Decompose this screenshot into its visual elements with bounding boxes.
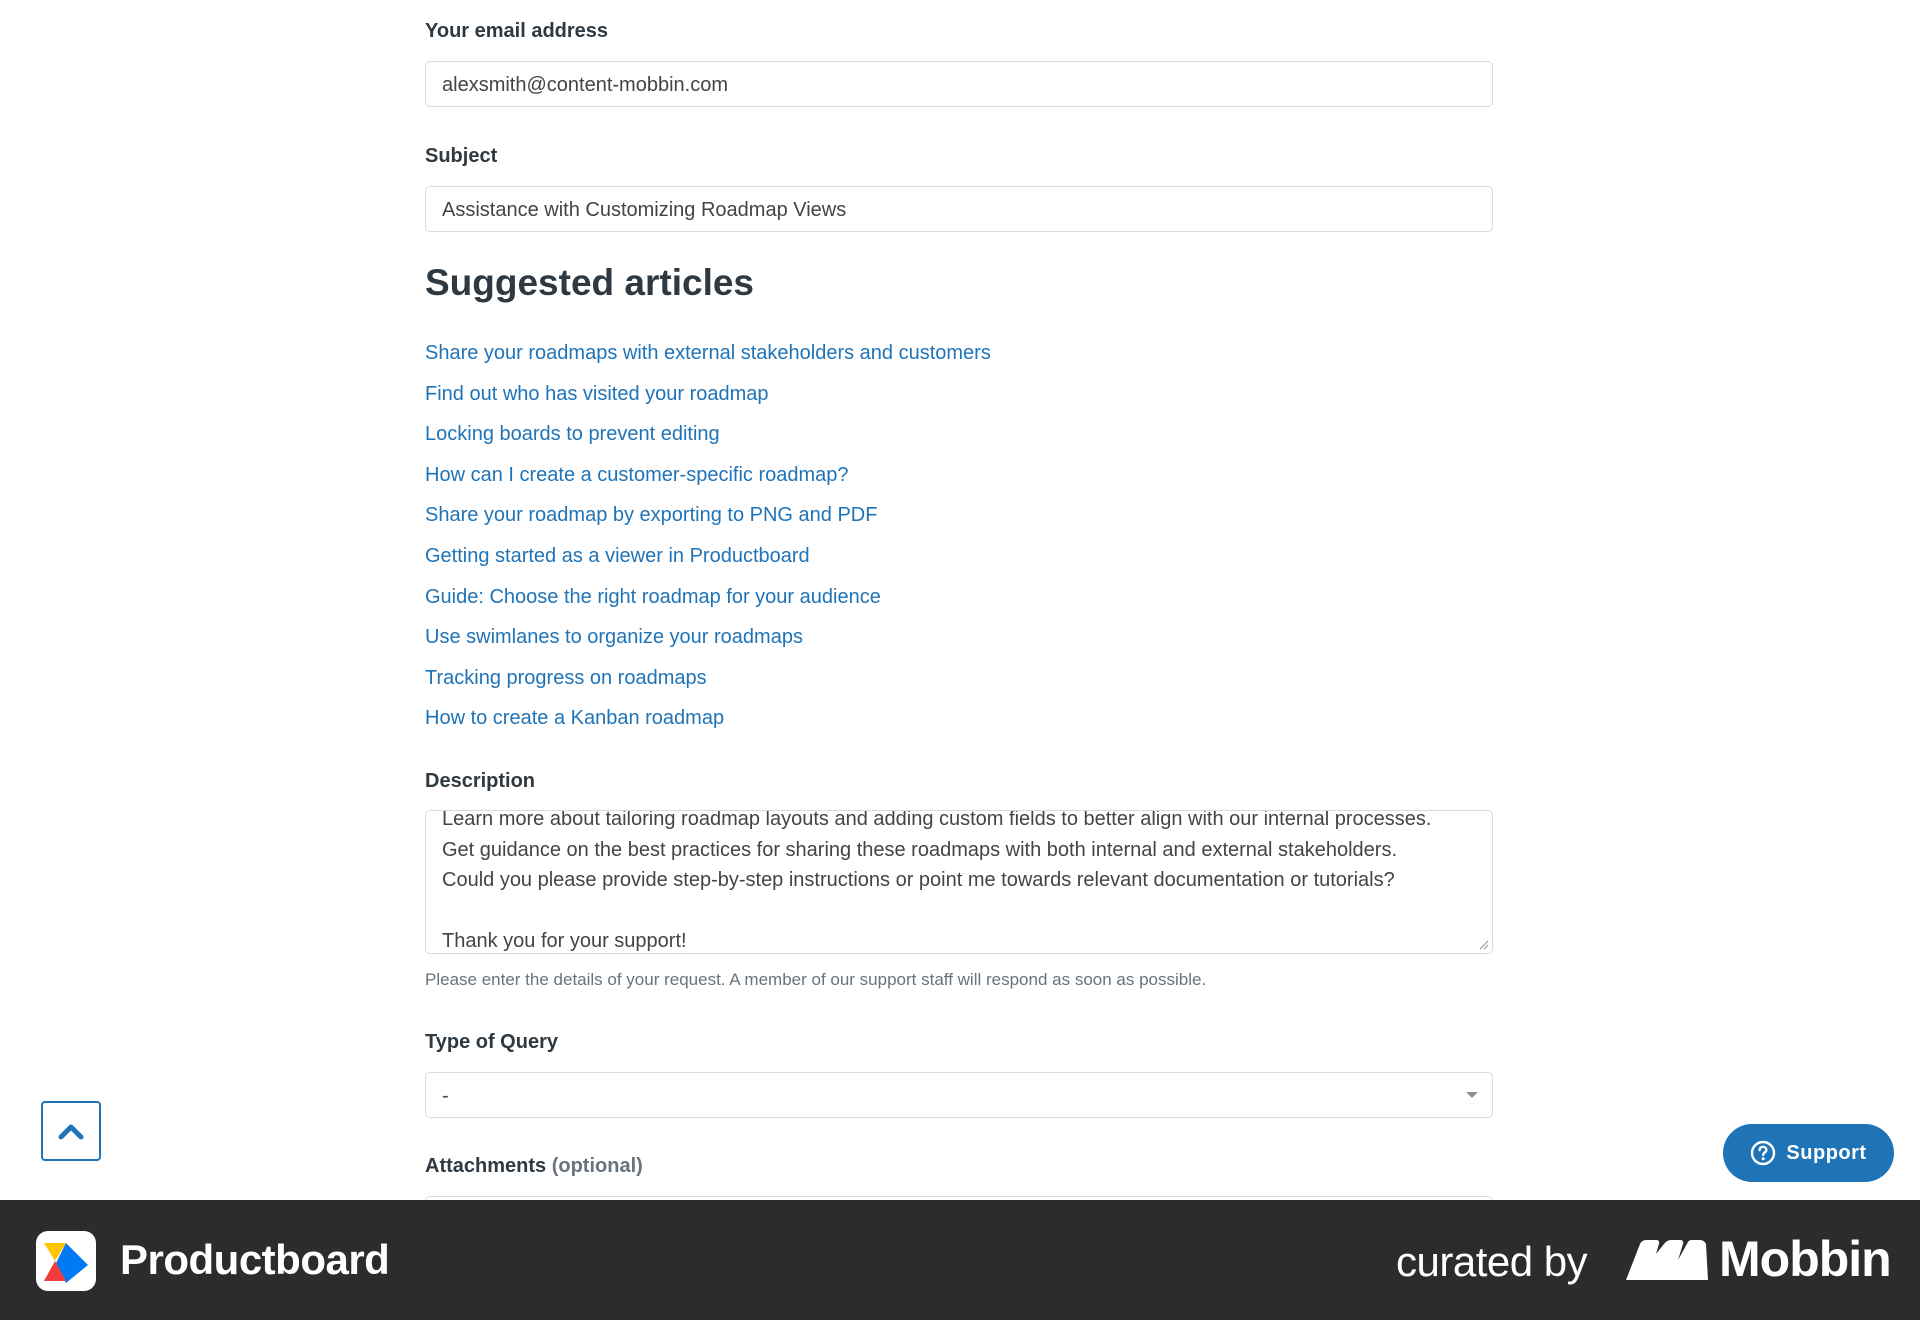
curated-by-text: curated by [1396,1238,1588,1285]
query-type-value: - [442,1085,449,1107]
article-link[interactable]: Find out who has visited your roadmap [425,382,769,405]
article-link[interactable]: How can I create a customer-specific roadmap? [425,463,849,486]
article-item [425,541,991,582]
article-item [425,338,991,379]
chevron-up-icon [58,1122,84,1140]
article-link[interactable]: Getting started as a viewer in Productboard [425,544,810,567]
article-item [425,582,991,623]
mobbin-brand: Mobbin [1719,1231,1891,1287]
app-name: Productboard [120,1236,390,1283]
article-item [425,663,991,704]
support-button[interactable] [1723,1124,1894,1182]
article-item [425,460,991,501]
article-item [425,500,991,541]
article-item [425,419,991,460]
resize-handle-icon[interactable] [1479,940,1489,950]
query-type-select[interactable] [425,1072,1493,1118]
article-link[interactable]: Share your roadmap by exporting to PNG and PDF [425,504,878,527]
article-link[interactable]: Tracking progress on roadmaps [425,666,707,689]
article-item [425,379,991,420]
suggested-articles-heading: Suggested articles [425,262,755,303]
article-item [425,622,991,663]
subject-label: Subject [425,145,498,167]
attachments-label-text: Attachments [425,1155,547,1177]
description-line: Thank you for your support! [442,930,687,952]
description-line: Could you please provide step-by-step instructions or point me towards relevant documentation or tutorials? [442,869,1395,891]
back-to-top-button[interactable] [41,1101,101,1161]
subject-field[interactable]: Assistance with Customizing Roadmap Views [425,186,1493,232]
description-textarea[interactable] [425,810,1493,954]
description-line [442,896,1476,927]
article-link[interactable]: How to create a Kanban roadmap [425,707,725,730]
support-label: Support [1786,1141,1867,1164]
query-type-label: Type of Query [425,1031,558,1053]
productboard-logo-icon [36,1231,96,1291]
email-field[interactable]: alexsmith@content-mobbin.com [425,61,1493,107]
article-link[interactable]: Use swimlanes to organize your roadmaps [425,626,803,649]
help-circle-icon [1750,1140,1776,1166]
description-text [442,810,1476,954]
footer-bar [0,1200,1920,1320]
description-line: Get guidance on the best practices for sharing these roadmaps with both internal and external stakeholders. [442,838,1398,861]
suggested-articles-list [425,338,991,744]
description-label: Description [425,770,536,792]
article-item [425,703,991,744]
article-link[interactable]: Locking boards to prevent editing [425,423,720,446]
description-line: Learn more about tailoring roadmap layouts and adding custom fields to better align with our internal processes. [442,810,1432,830]
article-link[interactable]: Share your roadmaps with external stakeholders and customers [425,342,991,364]
attachments-label [425,1155,643,1178]
attachments-optional: (optional) [551,1155,643,1177]
mobbin-logo-icon [1626,1240,1708,1280]
article-link[interactable]: Guide: Choose the right roadmap for your audience [425,585,881,608]
email-label: Your email address [425,20,609,42]
description-hint: Please enter the details of your request. A member of our support staff will respond as soon as possible. [425,970,1207,989]
chevron-down-icon [1466,1092,1478,1098]
